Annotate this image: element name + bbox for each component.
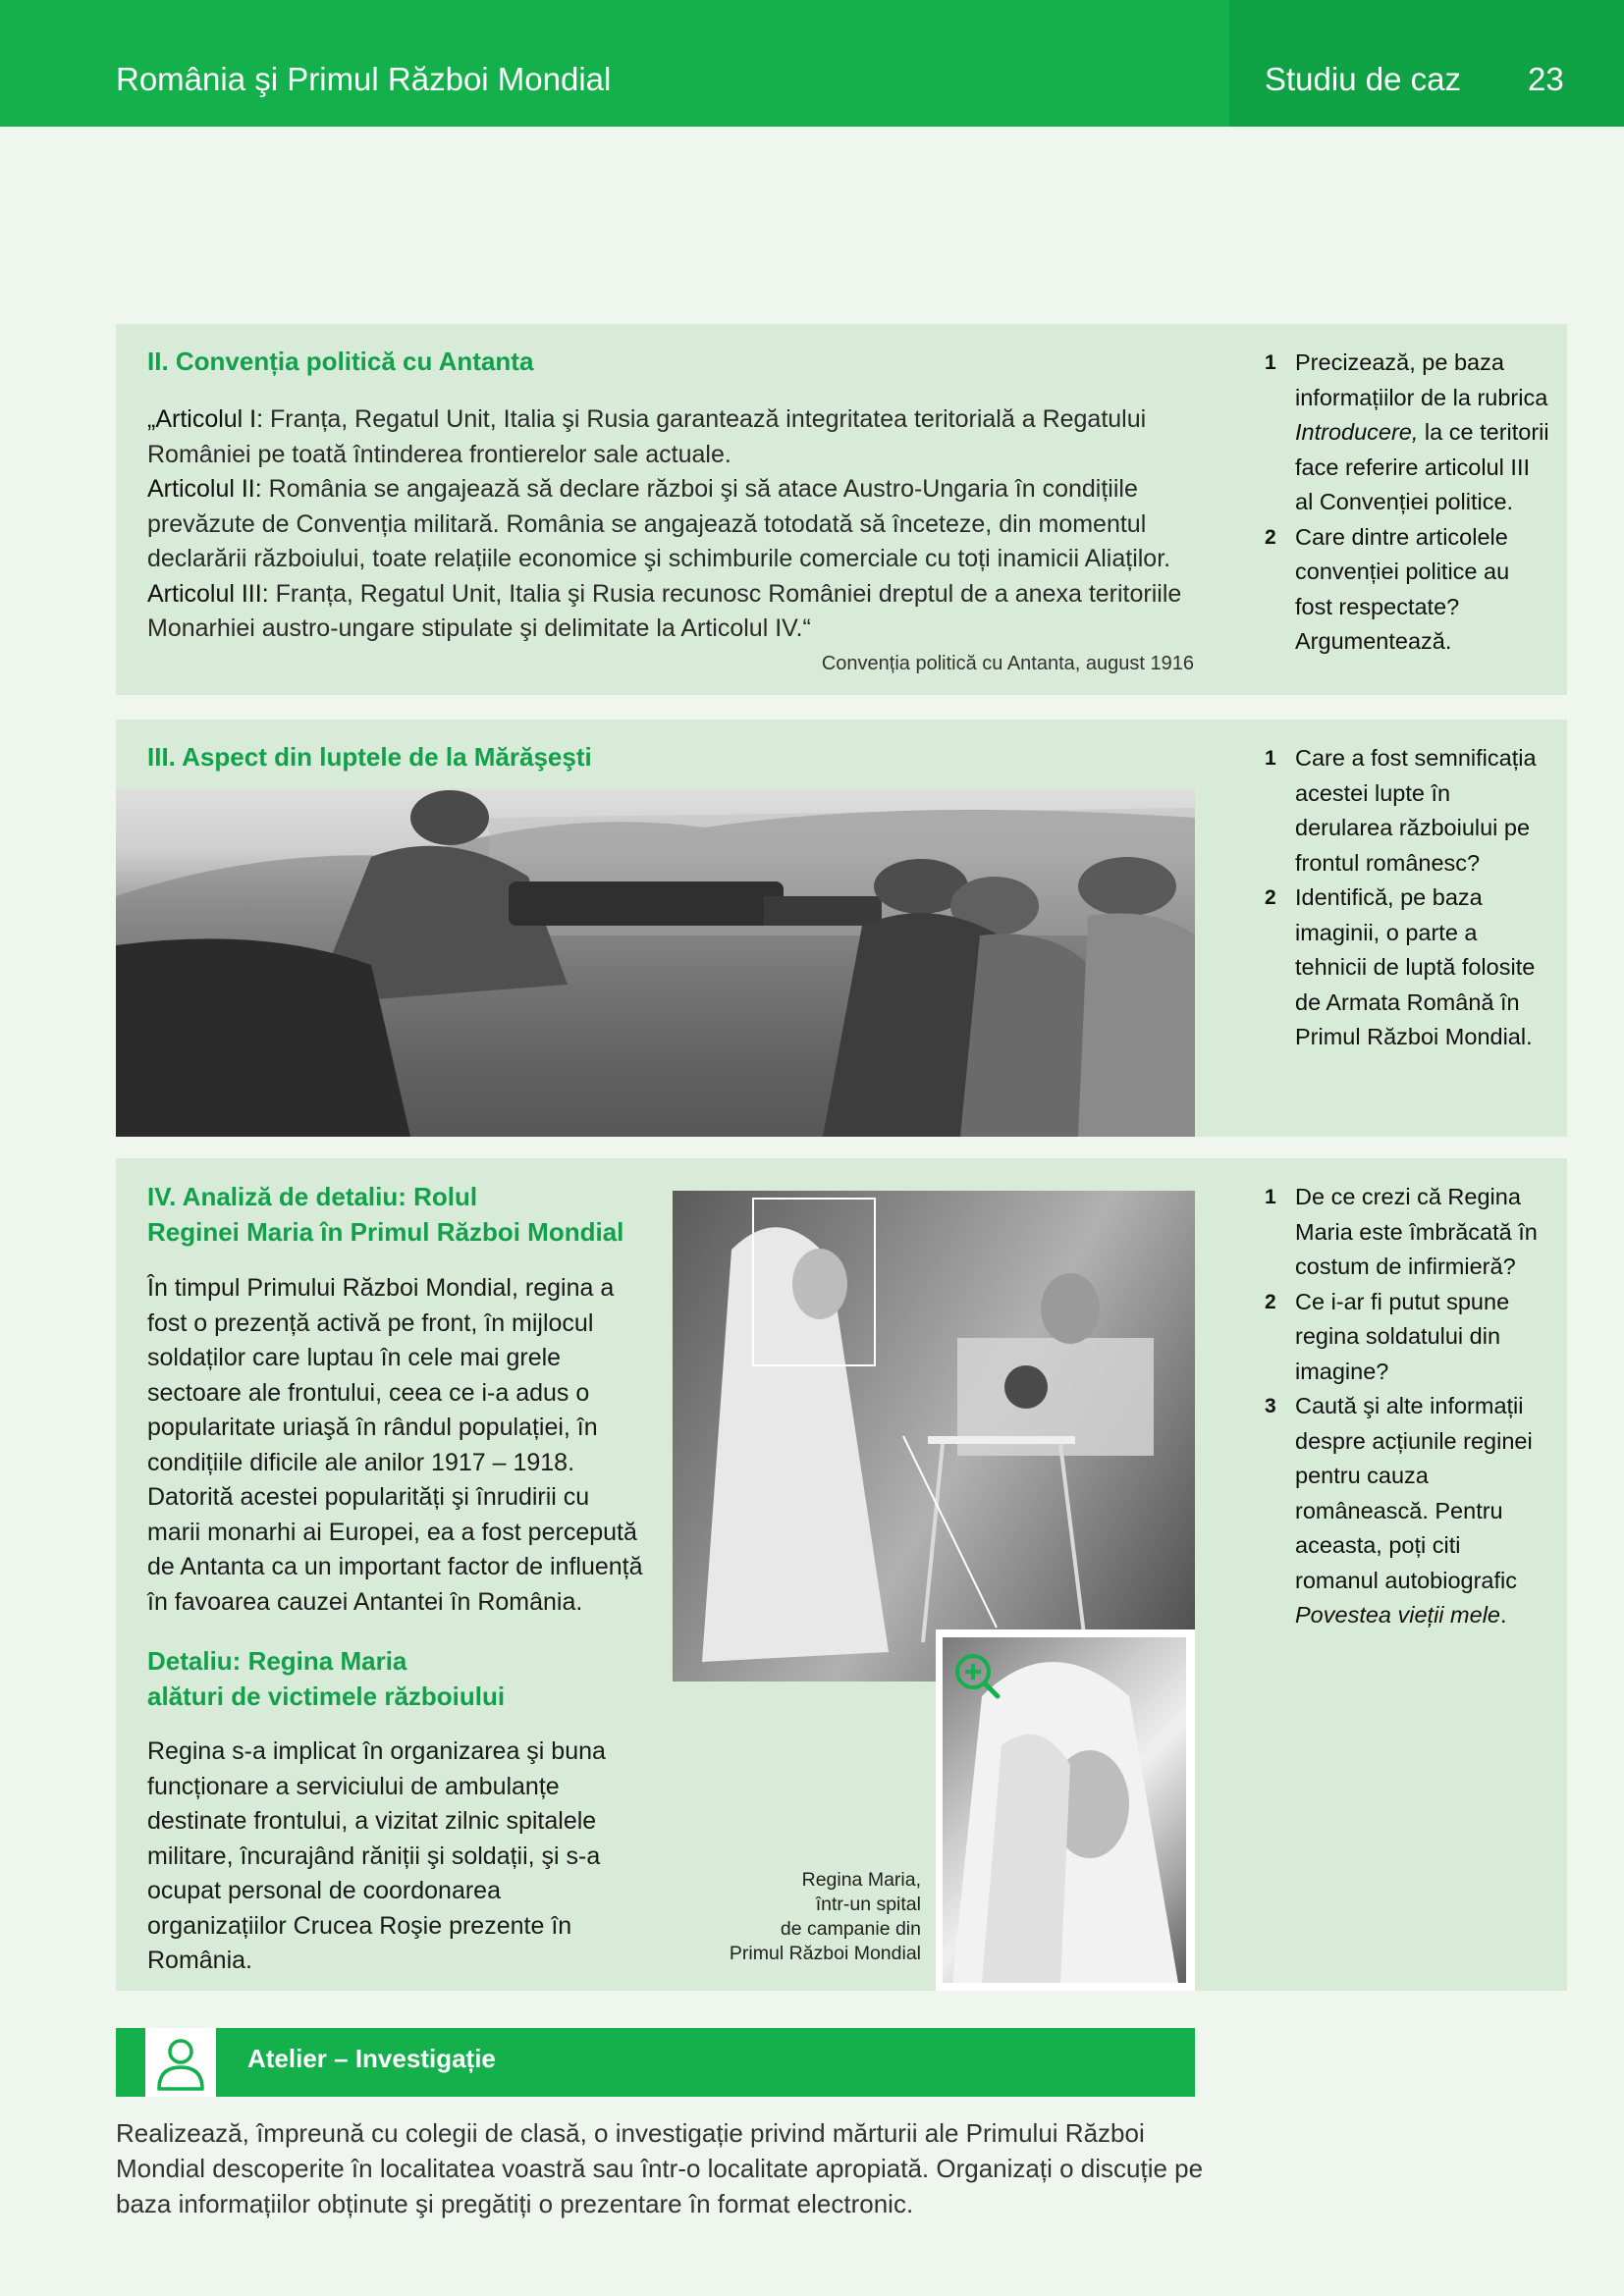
question-number: 1	[1265, 351, 1276, 374]
detail-title	[147, 1643, 643, 1714]
caption-line: Primul Război Mondial	[729, 1943, 921, 1964]
question-text: Precizează, pe baza informațiilor de la rubrica	[1295, 349, 1548, 410]
question-item	[1265, 741, 1549, 881]
question-item	[1265, 1180, 1549, 1285]
question-text: Care a fost semnificația acestei lupte în derularea războiului pe frontul românesc?	[1295, 745, 1537, 876]
question-text: De ce crezi că Regina Maria este îmbrăcată în costum de infirmieră?	[1295, 1184, 1538, 1279]
question-item	[1265, 1285, 1549, 1390]
question-number: 1	[1265, 1186, 1276, 1208]
section-4-title	[147, 1179, 658, 1250]
question-item	[1265, 1389, 1549, 1633]
article-3-text: Franța, Regatul Unit, Italia şi Rusia recunosc României dreptul de a anexa teritoriile Monarhiei austro-ungare stipulate şi delimitate la Articolul IV.“	[147, 579, 1182, 642]
question-item	[1265, 520, 1549, 660]
hospital-photo-illustration	[673, 1191, 1195, 1682]
page-number: 23	[1528, 61, 1564, 97]
atelier-text: Realizează, împreună cu colegii de clasă, o investigație privind mărturii ale Primului Război Mondial descoperite în localitatea voastră sau într-o localitate apropiată. Organizați o discuție pe baza informațiilor obținute şi pregătiți o prezentare în format electronic.	[116, 2118, 1204, 2218]
atelier-title: Atelier – Investigație	[247, 2044, 496, 2073]
section-4-paragraph-1: În timpul Primului Război Mondial, regina a fost o prezență activă pe front, în mijlocul soldaților care luptau în cele mai grele sectoare ale frontului, ceea ce i-a adus o popularitate uriaşă în rândul populației, în condițiile dificile ale anilor 1917 – 1918. Datorită acestei popularități şi înrudirii cu marii monarhi ai Europei, ea a fost percepută de Antanta ca un important factor de influență în favoarea cauzei Antantei în România.	[147, 1274, 643, 1616]
section-4-title-line1: IV. Analiză de detaliu: Rolul	[147, 1182, 478, 1211]
question-number: 1	[1265, 747, 1276, 770]
question-text: Ce i-ar fi putut spune regina soldatului din imagine?	[1295, 1288, 1510, 1384]
article-2	[147, 475, 1170, 572]
photo-caption	[687, 1868, 921, 1966]
question-text-end: .	[1500, 1602, 1507, 1628]
battle-photo	[116, 788, 1195, 1137]
zoom-in-icon[interactable]	[952, 1651, 1001, 1700]
article-1	[147, 405, 1146, 468]
section-3-title: III. Aspect din luptele de la Mărăşeşti	[147, 742, 592, 772]
article-2-text: România se angajează să declare război şi să atace Austro-Ungaria în condițiile prevăzute de Convenția militară. România se angajează totodată să înceteze, din momentul declarării războiului, toate relațiile economice şi schimburile comerciale cu toți inamicii Aliaților.	[147, 475, 1171, 572]
question-number: 3	[1265, 1395, 1276, 1417]
hospital-photo	[673, 1191, 1195, 1682]
section-2-title: II. Convenția politică cu Antanta	[147, 347, 534, 376]
battle-photo-illustration	[116, 788, 1195, 1137]
caption-line: într-un spital	[815, 1894, 921, 1915]
detail-title-line2: alături de victimele războiului	[147, 1682, 506, 1711]
question-text: Identifică, pe baza imaginii, o parte a tehnicii de luptă folosite de Armata Română în Primul Război Mondial.	[1295, 884, 1536, 1049]
question-number: 2	[1265, 1290, 1276, 1313]
article-3	[147, 580, 1181, 643]
question-text-end: la ce teritorii face referire articolul III al Convenției politice.	[1295, 419, 1549, 514]
user-icon	[145, 2028, 216, 2097]
question-item	[1265, 881, 1549, 1055]
question-number: 2	[1265, 886, 1276, 909]
article-2-label: Articolul II:	[147, 475, 262, 503]
article-1-label: „Articolul I:	[147, 405, 264, 433]
section-4-paragraph-2: Regina s-a implicat în organizarea şi buna funcționare a serviciului de ambulanțe destinate frontului, a vizitat zilnic spitalele militare, încurajând răniții şi soldații, şi s-a ocupat personal de coordonarea organizațiilor Crucea Roşie prezente în România.	[147, 1737, 606, 1974]
article-3-label: Articolul III:	[147, 579, 269, 608]
question-text: Caută şi alte informații despre acțiunile reginei pentru cauza românească. Pentru aceasta, poți citi romanul autobiografic	[1295, 1393, 1533, 1593]
quote-source: Convenția politică cu Antanta, august 1916	[821, 653, 1194, 674]
atelier-accent	[116, 2028, 145, 2097]
question-text-italic: Introducere,	[1295, 419, 1419, 445]
section-label: Studiu de caz	[1265, 61, 1461, 97]
detail-title-line1: Detaliu: Regina Maria	[147, 1646, 407, 1676]
section-4-title-line2: Reginei Maria în Primul Război Mondial	[147, 1217, 624, 1247]
caption-line: Regina Maria,	[801, 1869, 921, 1891]
section-2-questions	[1265, 346, 1549, 660]
question-item	[1265, 346, 1549, 520]
question-text-italic: Povestea vieții mele	[1295, 1602, 1500, 1628]
section-2-quote	[147, 402, 1198, 647]
article-1-text: Franța, Regatul Unit, Italia şi Rusia garantează integritatea teritorială a Regatului României pe toată întinderea frontierelor sale actuale.	[147, 405, 1147, 468]
chapter-title: România şi Primul Război Mondial	[116, 61, 612, 97]
question-text: Care dintre articolele convenției politice au fost respectate? Argumentează.	[1295, 523, 1510, 654]
section-3-questions	[1265, 741, 1549, 1055]
question-number: 2	[1265, 525, 1276, 549]
section-4-questions	[1265, 1180, 1549, 1633]
caption-line: de campanie din	[780, 1918, 921, 1940]
